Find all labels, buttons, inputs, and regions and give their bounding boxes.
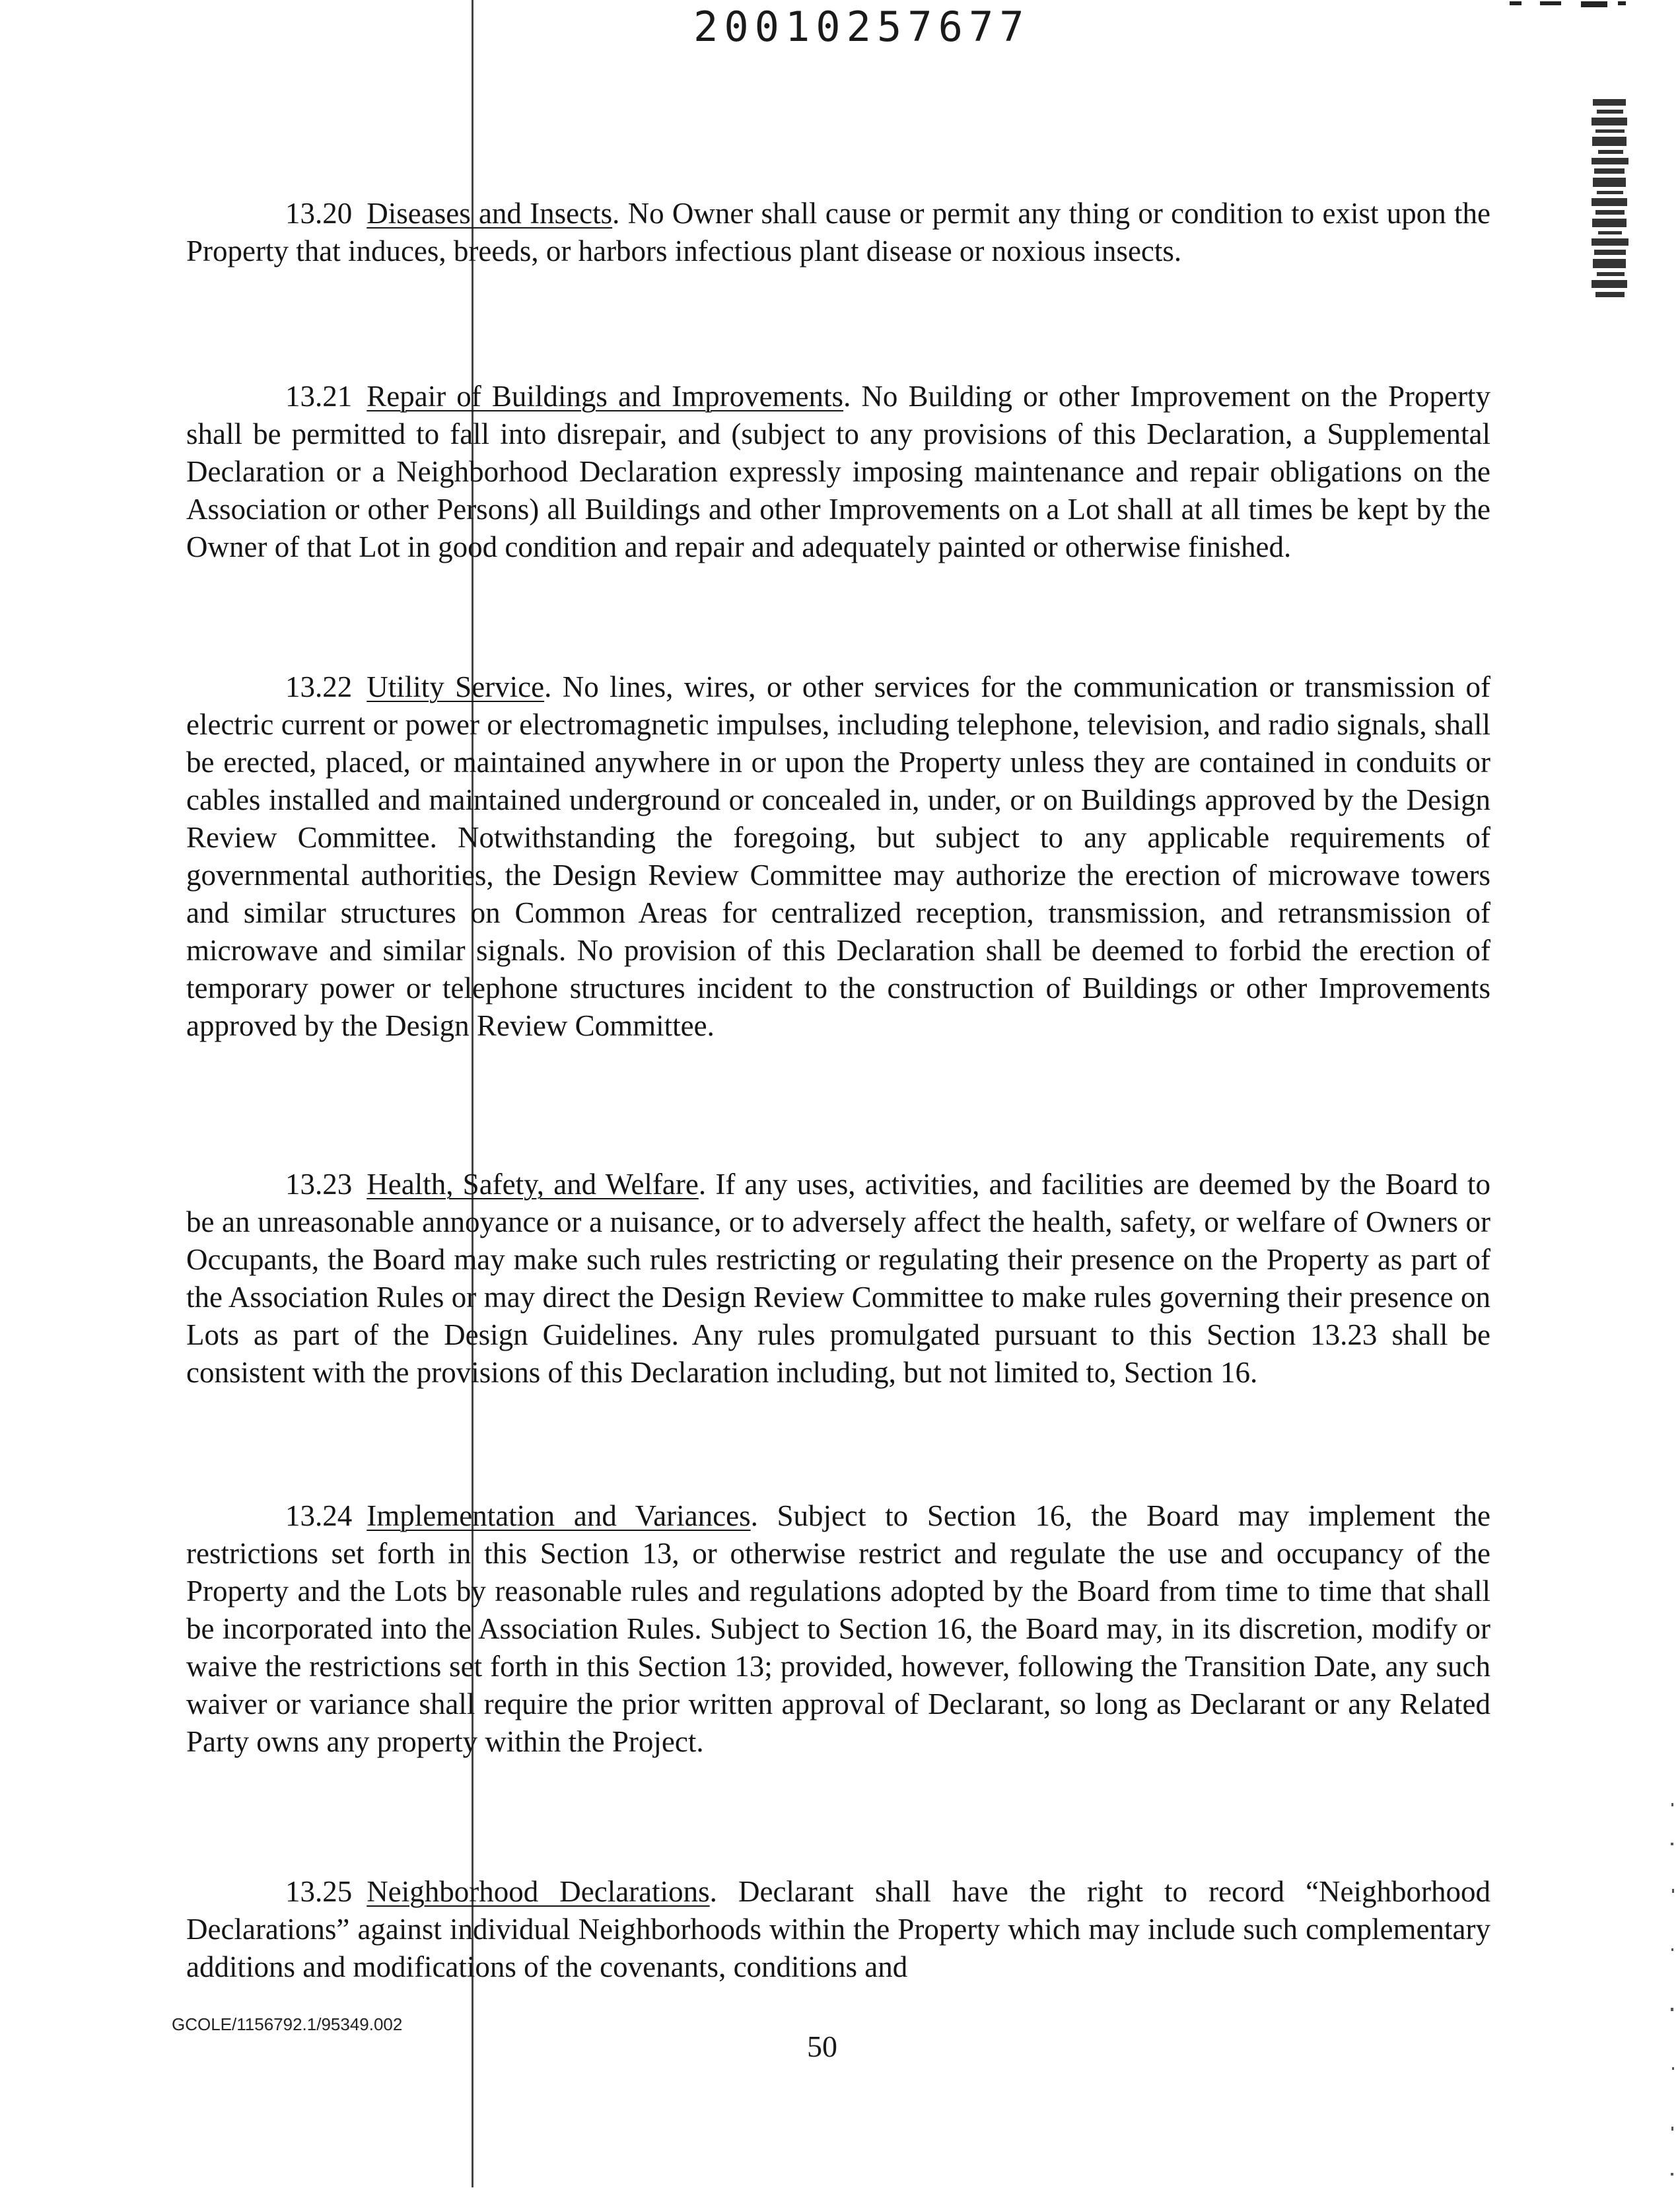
section-number: 13.21 <box>285 380 353 413</box>
section-number: 13.20 <box>285 197 353 230</box>
scan-fold-line <box>472 0 473 2187</box>
section-13-20 <box>186 195 1490 270</box>
section-number: 13.22 <box>285 670 353 703</box>
section-body: . If any uses, activities, and facilities are deemed by the Board to be an unreasonable annoyance or a nuisance, or to adversely affect the health, safety, or welfare of Owners or Occupants, the Board may make such rules restricting or regulating their presence on the Property as part of the Association Rules or may direct the Design Review Committee to make rules governing their presence on Lots as part of the Design Guidelines. Any rules promulgated pursuant to this Section 13.23 shall be consistent with the provisions of this Declaration including, but not limited to, Section 16. <box>186 1168 1490 1389</box>
section-13-22 <box>186 668 1490 1045</box>
section-heading: Health, Safety, and Welfare <box>367 1168 699 1201</box>
section-heading: Repair of Buildings and Improvements <box>367 380 844 413</box>
section-heading: Diseases and Insects <box>367 197 613 230</box>
section-number: 13.24 <box>285 1499 353 1532</box>
section-body: . Subject to Section 16, the Board may implement the restrictions set forth in this Section 13, or otherwise restrict and regulate the use and occupancy of the Property and the Lots by reasonable rules and regulations adopted by the Board from time to time that shall be incorporated into the Association Rules. Subject to Section 16, the Board may, in its discretion, modify or waive the restrictions set forth in this Section 13; provided, however, following the Transition Date, any such waiver or variance shall require the prior written approval of Declarant, so long as Declarant or any Related Party owns any property within the Project. <box>186 1499 1490 1758</box>
recording-number: 20010257677 <box>693 3 1030 51</box>
section-13-23 <box>186 1166 1490 1392</box>
scan-edge-specks <box>1669 1796 1676 2193</box>
section-heading: Utility Service <box>367 670 545 703</box>
document-reference: GCOLE/1156792.1/95349.002 <box>172 2014 403 2034</box>
section-13-21 <box>186 378 1490 566</box>
section-body: . No Building or other Improvement on the Property shall be permitted to fall into disrepair, and (subject to any provisions of this Declaration, a Supplemental Declaration or a Neighborhood Declaration expressly imposing maintenance and repair obligations on the Association or other Persons) all Buildings and other Improvements on a Lot shall at all times be kept by the Owner of that Lot in good condition and repair and adequately painted or otherwise finished. <box>186 380 1490 563</box>
section-number: 13.23 <box>285 1168 353 1201</box>
section-number: 13.25 <box>285 1875 353 1908</box>
section-body: . Declarant shall have the right to record “Neighborhood Declarations” against individual Neighborhoods within the Property which may include such complementary additions and modifications of the covenants, conditions and <box>186 1875 1491 1983</box>
page-number: 50 <box>807 2030 837 2063</box>
section-body: . No Owner shall cause or permit any thing or condition to exist upon the Property that induces, breeds, or harbors infectious plant disease or noxious insects. <box>186 197 1490 267</box>
section-13-25 <box>186 1873 1490 1986</box>
side-barcode-stamp <box>1590 99 1630 304</box>
section-13-24 <box>186 1497 1490 1761</box>
section-heading: Neighborhood Declarations <box>367 1875 710 1908</box>
section-heading: Implementation and Variances <box>367 1499 751 1532</box>
scan-edge-marks <box>1499 0 1680 9</box>
section-body: . No lines, wires, or other services for the communication or transmission of electric current or power or electromagnetic impulses, including telephone, television, and radio signals, shall be erected, placed, or maintained anywhere in or upon the Property unless they are contained in conduits or cables installed and maintained underground or concealed in, under, or on Buildings approved by the Design Review Committee. Notwithstanding the foregoing, but subject to any applicable requirements of governmental authorities, the Design Review Committee may authorize the erection of microwave towers and similar structures on Common Areas for centralized reception, transmission, and retransmission of microwave and similar signals. No provision of this Declaration shall be deemed to forbid the erection of temporary power or telephone structures incident to the construction of Buildings or other Improvements approved by the Design Review Committee. <box>186 670 1490 1042</box>
